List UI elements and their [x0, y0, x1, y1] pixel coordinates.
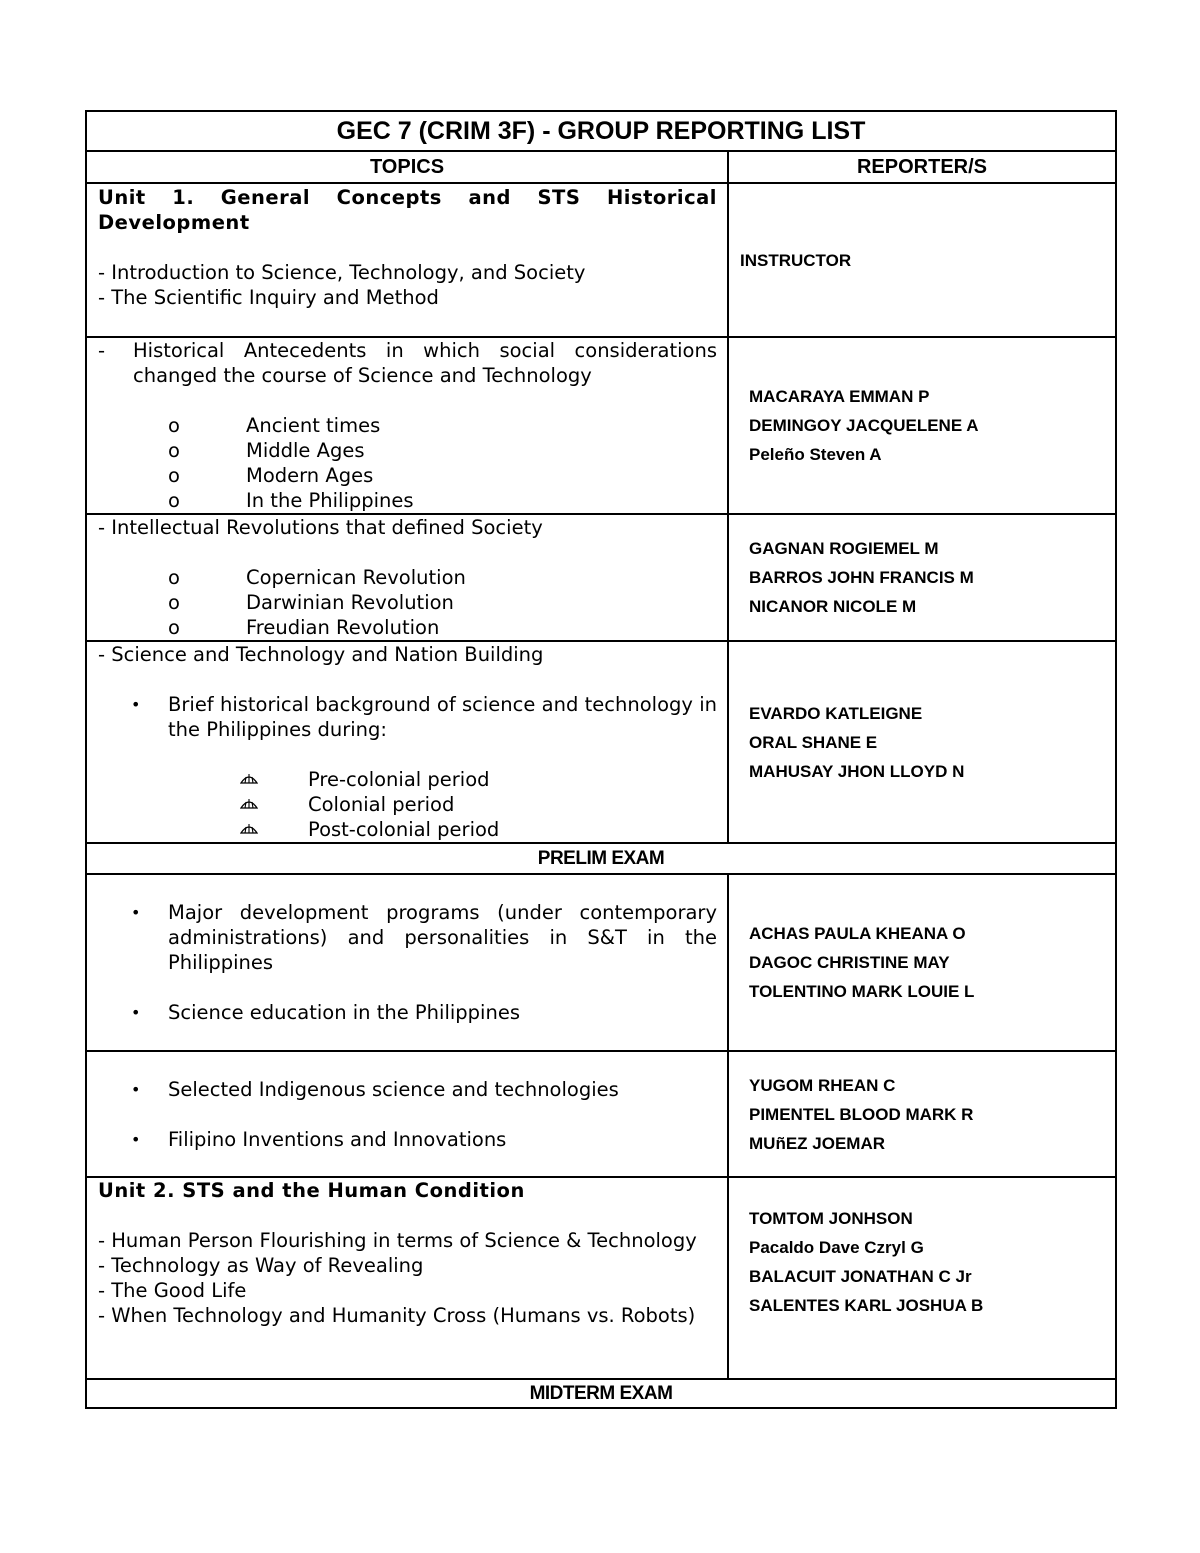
reporter-name: MAHUSAY JHON LLOYD N [749, 761, 965, 781]
topic-line: - Science and Technology and Nation Building [98, 643, 544, 666]
topic-line: - The Scientific Inquiry and Method [98, 286, 439, 309]
umbrella-icon [240, 822, 258, 836]
exam-row [86, 1379, 1116, 1408]
reporter-name: TOLENTINO MARK LOUIE L [749, 982, 975, 1001]
reporter-name: PIMENTEL BLOOD MARK R [749, 1104, 974, 1124]
header-row [86, 151, 1116, 183]
table-row [86, 641, 1116, 843]
bullet-text: Selected Indigenous science and technologies [168, 1077, 619, 1101]
table-row [86, 874, 1116, 1051]
subtopic: Copernican Revolution [246, 566, 466, 589]
reporters-cell [728, 1177, 1116, 1379]
reporter-name: ORAL SHANE E [749, 732, 878, 752]
topic-line: - Introduction to Science, Technology, and Society [98, 261, 586, 284]
list-item [98, 767, 717, 792]
group-reporting-table [85, 110, 1117, 1409]
circle-marker: o [168, 489, 180, 512]
bullet-marker: • [131, 1003, 141, 1022]
subtopic: Modern Ages [246, 464, 374, 487]
circle-marker: o [168, 439, 180, 462]
reporter-name: ACHAS PAULA KHEANA O [749, 924, 966, 943]
topic-line: Historical Antecedents in which social considerations changed the course of Science and Technology [133, 339, 717, 387]
topic-cell [86, 183, 728, 337]
midterm-exam-label: MIDTERM EXAM [86, 1379, 1116, 1408]
list-item [98, 463, 717, 488]
subtopic: Ancient times [246, 414, 381, 437]
reporters-cell [728, 641, 1116, 843]
topic-line: - Intellectual Revolutions that defined Society [98, 516, 543, 539]
circle-marker: o [168, 464, 180, 487]
reporter-name: BALACUIT JONATHAN C Jr [749, 1267, 972, 1286]
circle-marker: o [168, 591, 180, 614]
topic-cell [86, 874, 728, 1051]
circle-marker: o [168, 616, 180, 639]
list-item [98, 413, 717, 438]
circle-marker: o [168, 414, 180, 437]
list-item [98, 692, 717, 742]
exam-row [86, 843, 1116, 874]
list-item [98, 900, 717, 975]
bullet-text: Brief historical background of science and technology in the Philippines during: [168, 693, 717, 741]
bullet-marker: • [131, 1079, 141, 1099]
table-row [86, 1051, 1116, 1177]
reporter-name: GAGNAN ROGIEMEL M [749, 539, 939, 558]
subtopic: Post-colonial period [308, 818, 500, 841]
dash-marker: - [98, 339, 106, 362]
topic-intro [98, 338, 717, 388]
bullet-marker: • [131, 1129, 141, 1149]
reporters-cell [728, 1051, 1116, 1177]
topic-line: - When Technology and Humanity Cross (Humans vs. Robots) [98, 1304, 696, 1327]
topic-line: - The Good Life [98, 1279, 247, 1302]
list-item [98, 615, 717, 640]
topic-cell [86, 641, 728, 843]
topic-cell [86, 337, 728, 514]
topic-line: - Human Person Flourishing in terms of Science & Technology [98, 1229, 697, 1252]
list-item [98, 488, 717, 513]
topic-cell [86, 1051, 728, 1177]
list-item [98, 1000, 717, 1025]
reporter-name: DEMINGOY JACQUELENE A [749, 416, 979, 435]
subtopic: Middle Ages [246, 439, 365, 462]
subtopic: Colonial period [308, 793, 455, 816]
list-item [98, 1127, 717, 1152]
reporter-name: NICANOR NICOLE M [749, 597, 917, 616]
list-item [98, 590, 717, 615]
table-row [86, 183, 1116, 337]
reporter-name: BARROS JOHN FRANCIS M [749, 568, 974, 587]
reporter-name: DAGOC CHRISTINE MAY [749, 953, 950, 972]
bullet-text: Filipino Inventions and Innovations [168, 1127, 507, 1151]
bullet-text: Science education in the Philippines [168, 1001, 520, 1024]
table-row [86, 337, 1116, 514]
reporters-cell [728, 874, 1116, 1051]
subtopic: In the Philippines [246, 489, 414, 512]
reporter-name: INSTRUCTOR [740, 250, 852, 270]
reporters-header: REPORTER/S [728, 151, 1116, 183]
reporters-cell [728, 514, 1116, 641]
subtopic: Freudian Revolution [246, 616, 440, 639]
reporter-name: Pacaldo Dave Czryl G [749, 1238, 924, 1257]
reporter-name: Peleño Steven A [749, 445, 882, 464]
umbrella-icon [240, 797, 258, 811]
subtopic: Darwinian Revolution [246, 591, 454, 614]
circle-marker: o [168, 566, 180, 589]
reporters-cell [728, 337, 1116, 514]
reporter-name: EVARDO KATLEIGNE [749, 703, 923, 723]
bullet-text: Major development programs (under contemporary administrations) and personalities in S&T in the Philippines [168, 901, 717, 974]
umbrella-icon [240, 772, 258, 786]
list-item [98, 565, 717, 590]
prelim-exam-label: PRELIM EXAM [86, 843, 1116, 874]
reporter-name: YUGOM RHEAN C [749, 1075, 896, 1095]
topic-cell [86, 1177, 728, 1379]
document-title: GEC 7 (CRIM 3F) - GROUP REPORTING LIST [86, 111, 1116, 151]
topics-header: TOPICS [86, 151, 728, 183]
subtopic: Pre-colonial period [308, 768, 490, 791]
unit-title: Unit 2. STS and the Human Condition [98, 1179, 525, 1202]
title-row [86, 111, 1116, 151]
list-item [98, 438, 717, 463]
reporter-name: MACARAYA EMMAN P [749, 387, 930, 406]
reporters-cell [728, 183, 1116, 337]
reporter-name: SALENTES KARL JOSHUA B [749, 1296, 984, 1315]
list-item [98, 817, 717, 842]
table-row [86, 514, 1116, 641]
list-item [98, 1077, 717, 1102]
bullet-marker: • [131, 903, 141, 922]
topic-line: - Technology as Way of Revealing [98, 1254, 424, 1277]
unit-title: Unit 1. General Concepts and STS Historical Development [98, 186, 717, 234]
table-row [86, 1177, 1116, 1379]
reporter-name: TOMTOM JONHSON [749, 1209, 913, 1228]
bullet-marker: • [131, 695, 141, 714]
topic-cell [86, 514, 728, 641]
reporter-name: MUñEZ JOEMAR [749, 1133, 885, 1153]
list-item [98, 792, 717, 817]
